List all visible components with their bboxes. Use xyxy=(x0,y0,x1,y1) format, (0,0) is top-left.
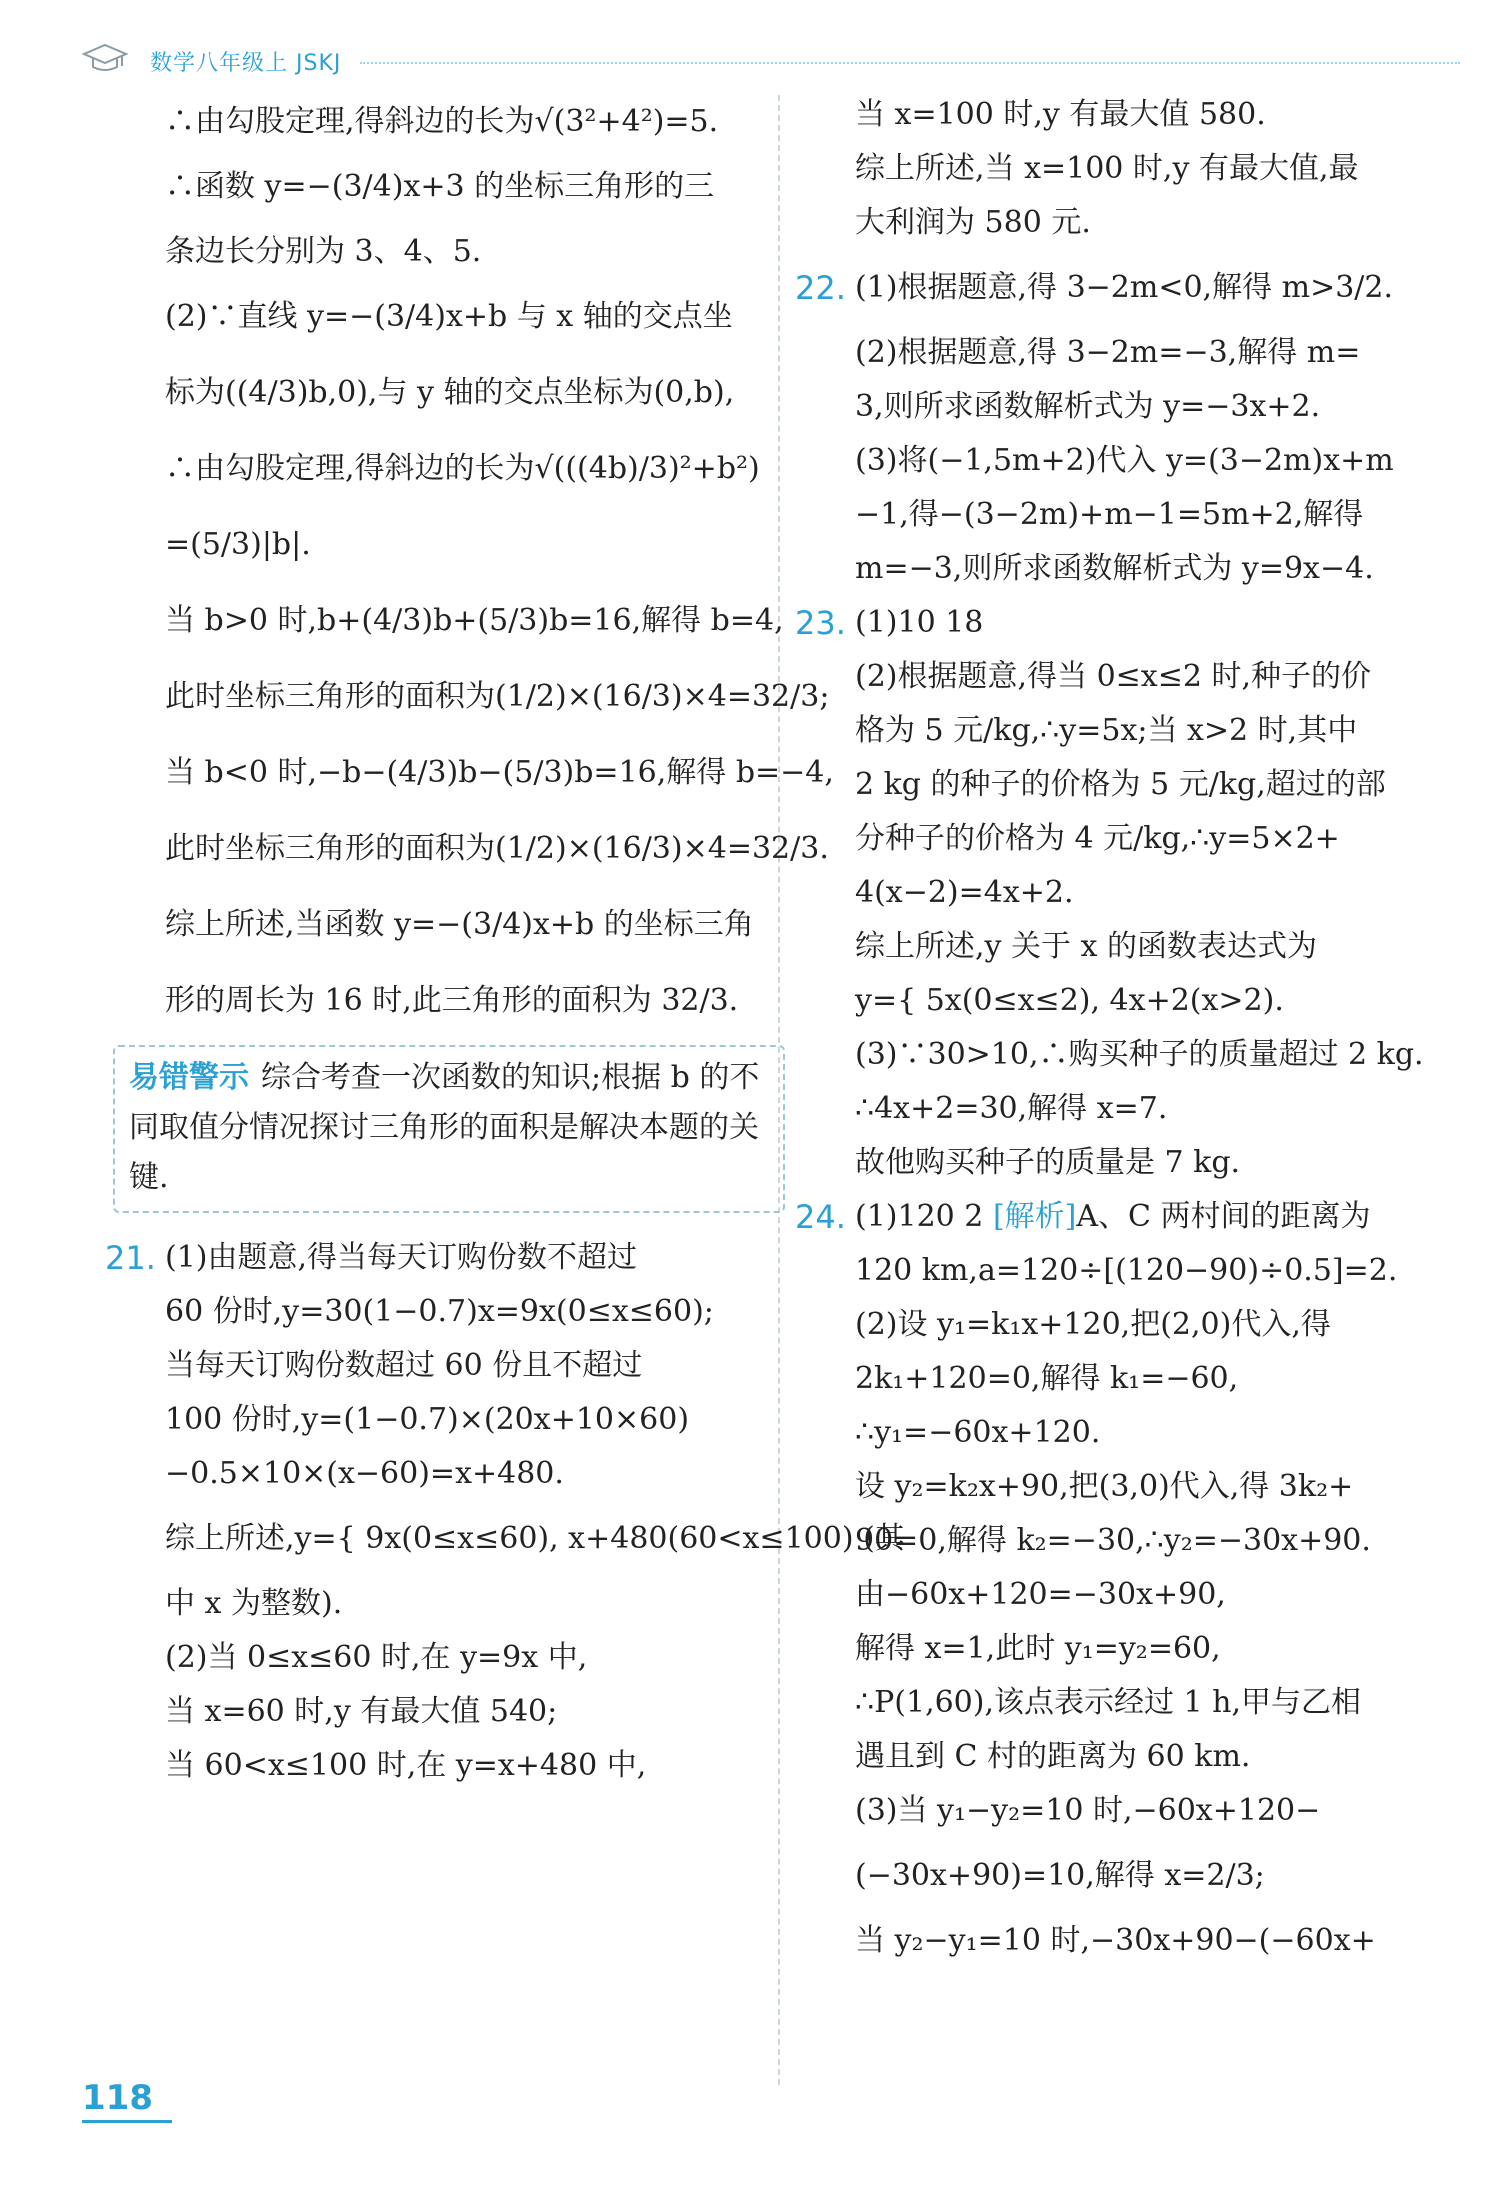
question-number: 23. xyxy=(795,604,846,642)
text-line: 3,则所求函数解析式为 y=−3x+2. xyxy=(855,389,1321,424)
text-line: (2)∵直线 y=−(3/4)x+b 与 x 轴的交点坐 xyxy=(165,299,733,334)
text-line: 故他购买种子的质量是 7 kg. xyxy=(855,1145,1241,1180)
text-line: 中 x 为整数). xyxy=(165,1586,343,1621)
text-line: 当 y₂−y₁=10 时,−30x+90−(−60x+ xyxy=(855,1923,1376,1958)
text-line: ∴由勾股定理,得斜边的长为√(((4b)/3)²+b²) xyxy=(165,451,760,486)
text-line: 综上所述,当函数 y=−(3/4)x+b 的坐标三角 xyxy=(165,907,754,942)
text-line: 由−60x+120=−30x+90, xyxy=(855,1577,1226,1612)
text-line: 4(x−2)=4x+2. xyxy=(855,875,1074,910)
text-line: (3)∵30>10,∴购买种子的质量超过 2 kg. xyxy=(855,1037,1424,1072)
text-line: 标为((4/3)b,0),与 y 轴的交点坐标为(0,b), xyxy=(165,375,735,410)
question-number: 24. xyxy=(795,1198,846,1236)
page-number-underline xyxy=(82,2120,172,2123)
analysis-tag: [解析] xyxy=(992,1199,1077,1234)
text-line: (1)根据题意,得 3−2m<0,解得 m>3/2. xyxy=(855,270,1394,305)
header-rule xyxy=(360,62,1460,64)
text-line: ∴y₁=−60x+120. xyxy=(855,1415,1101,1450)
text-line: =(5/3)|b|. xyxy=(165,527,311,562)
text-line: 120 km,a=120÷[(120−90)÷0.5]=2. xyxy=(855,1253,1398,1288)
page-number: 118 xyxy=(82,2078,153,2118)
question-24 xyxy=(795,1190,1455,1244)
text-line: ∴函数 y=−(3/4)x+3 的坐标三角形的三 xyxy=(165,169,715,204)
text-line: 当 x=60 时,y 有最大值 540; xyxy=(165,1694,558,1729)
warning-text: 综合考查一次函数的知识;根据 b 的不同取值分情况探讨三角形的面积是解决本题的关键. xyxy=(129,1060,760,1195)
text-line: 60 份时,y=30(1−0.7)x=9x(0≤x≤60); xyxy=(165,1294,714,1329)
text-line: 此时坐标三角形的面积为(1/2)×(16/3)×4=32/3; xyxy=(165,679,830,714)
common-mistake-box xyxy=(113,1045,785,1213)
text-line: 解得 x=1,此时 y₁=y₂=60, xyxy=(855,1631,1221,1666)
text-line: (3)将(−1,5m+2)代入 y=(3−2m)x+m xyxy=(855,443,1394,478)
text-line: (1)10 18 xyxy=(855,605,984,640)
text-line: 形的周长为 16 时,此三角形的面积为 32/3. xyxy=(165,983,739,1018)
text-line: m=−3,则所求函数解析式为 y=9x−4. xyxy=(855,551,1374,586)
text-line: (2)当 0≤x≤60 时,在 y=9x 中, xyxy=(165,1640,588,1675)
text-line: 综上所述,y={ 9x(0≤x≤60), x+480(60<x≤100) (其 xyxy=(165,1521,905,1556)
text-line: y={ 5x(0≤x≤2), 4x+2(x>2). xyxy=(855,983,1284,1018)
text-line: (−30x+90)=10,解得 x=2/3; xyxy=(855,1858,1265,1893)
text-line: 设 y₂=k₂x+90,把(3,0)代入,得 3k₂+ xyxy=(855,1469,1354,1504)
text-line: (2)根据题意,得 3−2m=−3,解得 m= xyxy=(855,335,1361,370)
book-title: 数学八年级上 JSKJ xyxy=(150,51,342,76)
question-23 xyxy=(795,596,1455,650)
page-header xyxy=(0,0,1489,76)
text-line: 2 kg 的种子的价格为 5 元/kg,超过的部 xyxy=(855,767,1386,802)
question-number: 22. xyxy=(795,269,846,307)
text-line: ∴P(1,60),该点表示经过 1 h,甲与乙相 xyxy=(855,1685,1362,1720)
text-line: ∴由勾股定理,得斜边的长为√(3²+4²)=5. xyxy=(165,104,719,139)
text-line: ∴4x+2=30,解得 x=7. xyxy=(855,1091,1168,1126)
text-line: 遇且到 C 村的距离为 60 km. xyxy=(855,1739,1251,1774)
text-line: 90=0,解得 k₂=−30,∴y₂=−30x+90. xyxy=(855,1523,1371,1558)
text-line: −0.5×10×(x−60)=x+480. xyxy=(165,1456,564,1491)
text-line: 大利润为 580 元. xyxy=(855,205,1091,240)
text-line: −1,得−(3−2m)+m−1=5m+2,解得 xyxy=(855,497,1364,532)
text-line: 此时坐标三角形的面积为(1/2)×(16/3)×4=32/3. xyxy=(165,831,829,866)
text-line: 综上所述,当 x=100 时,y 有最大值,最 xyxy=(855,151,1359,186)
right-column xyxy=(795,88,1455,1968)
text-line: (1)由题意,得当每天订购份数不超过 xyxy=(165,1240,638,1275)
text-line: 当 60<x≤100 时,在 y=x+480 中, xyxy=(165,1748,647,1783)
answer-prefix: (1)120 2 xyxy=(855,1199,984,1234)
question-21 xyxy=(105,1231,765,1285)
text-line: 当每天订购份数超过 60 份且不超过 xyxy=(165,1348,643,1383)
text-line: (2)设 y₁=k₁x+120,把(2,0)代入,得 xyxy=(855,1307,1331,1342)
text-line: (3)当 y₁−y₂=10 时,−60x+120− xyxy=(855,1793,1321,1828)
text-line: 分种子的价格为 4 元/kg,∴y=5×2+ xyxy=(855,821,1340,856)
text-line: 当 x=100 时,y 有最大值 580. xyxy=(855,97,1266,132)
question-number: 21. xyxy=(105,1239,156,1277)
text-line: 当 b>0 时,b+(4/3)b+(5/3)b=16,解得 b=4, xyxy=(165,603,784,638)
text-line: 100 份时,y=(1−0.7)×(20x+10×60) xyxy=(165,1402,690,1437)
warning-label: 易错警示 xyxy=(129,1060,249,1095)
text-line: 综上所述,y 关于 x 的函数表达式为 xyxy=(855,929,1318,964)
question-22 xyxy=(795,250,1455,326)
text-line: 当 b<0 时,−b−(4/3)b−(5/3)b=16,解得 b=−4, xyxy=(165,755,834,790)
text-line: 条边长分别为 3、4、5. xyxy=(165,234,482,269)
text-line: 2k₁+120=0,解得 k₁=−60, xyxy=(855,1361,1239,1396)
analysis-text: A、C 两村间的距离为 xyxy=(1076,1199,1371,1234)
text-line: (2)根据题意,得当 0≤x≤2 时,种子的价 xyxy=(855,659,1372,694)
text-line: 格为 5 元/kg,∴y=5x;当 x>2 时,其中 xyxy=(855,713,1358,748)
graduation-cap-icon xyxy=(82,42,128,74)
